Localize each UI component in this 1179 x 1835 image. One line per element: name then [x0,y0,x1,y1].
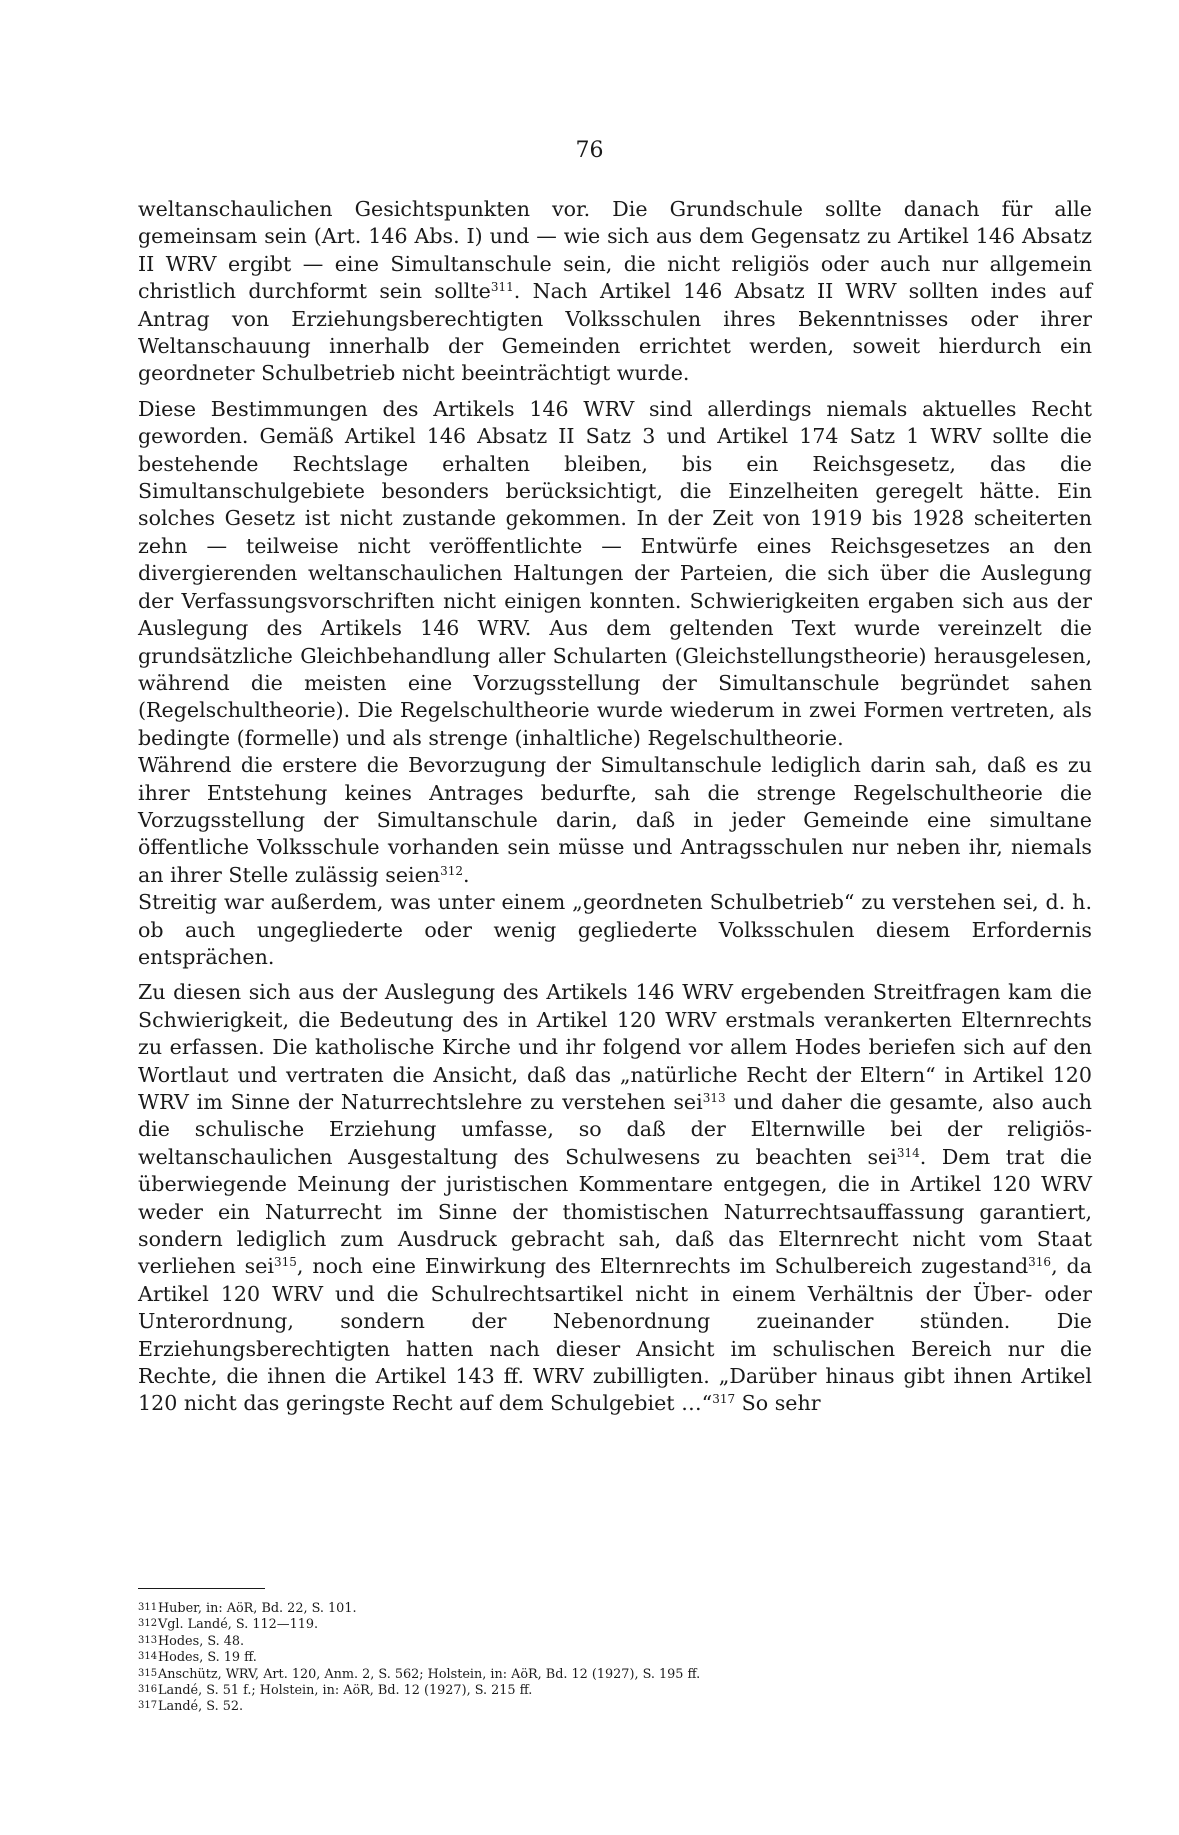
footnote-reference: 315 [274,1255,297,1270]
footnote [138,1666,1038,1682]
footnote-reference: 312 [440,863,463,878]
footnote [138,1682,1038,1698]
paragraph-text: Zu diesen sich aus der Auslegung des Artikels 146 WRV ergebenden Streitfragen kam die Schwierigkeit, die Bedeutung des in Artikel 120 WRV erstmals verankerten Elternrechts zu erfassen. Die katholische Kirche und ihr folgend vor allem Hodes beriefen sich auf den Wortlaut und vertraten die Ansicht, daß das „natürliche Recht der Eltern“ in Artikel 120 WRV im Sinne der Naturrechtslehre zu verstehen sei [138,980,1092,1114]
paragraph-text: , da Artikel 120 WRV und die Schulrechtsartikel nicht in einem Verhältnis der Über- oder Unterordnung, sondern der Nebenordnung zueinander stünden. Die Erziehungsberechtigten hatten nach dieser Ansicht im schulischen Bereich nur die Rechte, die ihnen die Artikel 143 ff. WRV zubilligten. „Darüber hinaus gibt ihnen Artikel 120 nicht das geringste Recht auf dem Schulgebiet …“ [138,1254,1092,1416]
footnotes [138,1600,1038,1715]
footnote-reference: 317 [712,1392,736,1407]
footnote-text: Anschütz, WRV, Art. 120, Anm. 2, S. 562; Holstein, in: AöR, Bd. 12 (1927), S. 195 ff. [158,1666,701,1682]
paragraph-text: und daher die gesamte, also auch die schulische Erziehung umfasse, so daß der Elternwille bei der religiös-weltanschaulichen Ausgestaltung des Schulwesens zu beachten sei [138,1090,1092,1169]
footnote-reference: 313 [702,1091,726,1105]
footnote-number: 314 [138,1651,158,1663]
footnote [138,1600,1038,1616]
footnote-divider [138,1588,265,1589]
footnote-reference: 311 [490,280,514,295]
footnote [138,1616,1038,1632]
footnote-text: Landé, S. 51 f.; Holstein, in: AöR, Bd. 12 (1927), S. 215 ff. [158,1683,533,1699]
paragraph-text: . Dem trat die überwiegende Meinung der juristischen Kommentare entgegen, die in Artikel 120 WRV weder ein Naturrecht im Sinne der thomistischen Naturrechtsauffassung garantiert, sondern lediglich zum Ausdruck gebracht sah, daß das Elternrecht nicht vom Staat verliehen sei [138,1144,1093,1279]
footnote [138,1698,1038,1714]
footnote [138,1633,1038,1649]
footnote-reference: 316 [1028,1255,1052,1270]
footnote-number: 313 [138,1634,158,1646]
footnote-reference: 314 [896,1145,920,1160]
paragraph-text: . Nach Artikel 146 Absatz II WRV sollten indes auf Antrag von Erziehungsberechtigten Volksschulen ihres Bekenntnisses oder ihrer Weltanschauung innerhalb der Gemeinden errichtet werden, soweit hierdurch ein geordneter Schulbetrieb nicht beeinträchtigt wurde. [138,279,1092,386]
paragraph-text: Streitig war außerdem, was unter einem „geordneten Schulbetrieb“ zu verstehen sei, d. h. ob auch ungegliederte oder wenig gegliederte Volksschulen diesem Erfordernis entsprächen. [138,890,1092,969]
footnote-number: 311 [138,1602,158,1613]
paragraph [138,752,1092,889]
footnote-text: Huber, in: AöR, Bd. 22, S. 101. [158,1601,357,1616]
footnote-number: 316 [138,1684,158,1696]
paragraph [138,196,1092,388]
paragraph [138,396,1092,752]
footnote-number: 315 [138,1667,158,1679]
paragraph-text: Diese Bestimmungen des Artikels 146 WRV sind allerdings niemals aktuelles Recht geworden. Gemäß Artikel 146 Absatz II Satz 3 und Artikel 174 Satz 1 WRV sollte die bestehende Rechtslage erhalten bleiben, bis ein Reichsgesetz, das die Simultanschulgebiete besonders berücksichtigt, die Einzelheiten geregelt hätte. Ein solches Gesetz ist nicht zustande gekommen. In der Zeit von 1919 bis 1928 scheiterten zehn — teilweise nicht veröffentlichte — Entwürfe eines Reichsgesetzes an den divergierenden weltanschaulichen Haltungen der Parteien, die sich über die Auslegung der Verfassungsvorschriften nicht einigen konnten. Schwierigkeiten ergaben sich aus der Auslegung des Artikels 146 WRV. Aus dem geltenden Text wurde vereinzelt die grundsätzliche Gleichbehandlung aller Schularten (Gleichstellungstheorie) herausgelesen, während die meisten eine Vorzugsstellung der Simultanschule begründet sahen (Regelschultheorie). Die Regelschultheorie wurde wiederum in zwei Formen vertreten, als bedingte (formelle) und als strenge (inhaltliche) Regelschultheorie. [138,396,1092,750]
body-text [138,196,1092,1418]
footnote-text: Hodes, S. 19 ff. [158,1650,257,1666]
footnote-number: 312 [138,1618,158,1630]
paragraph-text: . [462,862,470,887]
page-number: 76 [575,138,604,163]
paragraph-text: weltanschaulichen Gesichtspunkten vor. Die Grundschule sollte danach für alle gemeinsam sein (Art. 146 Abs. I) und — wie sich aus dem Gegensatz zu Artikel 146 Absatz II WRV ergibt — eine Simultanschule sein, die nicht religiös oder auch nur allgemein christlich durchformt sein sollte [138,197,1092,304]
paragraph [138,889,1092,971]
footnote [138,1649,1038,1665]
paragraph-text: , noch eine Einwirkung des Elternrechts im Schulbereich zugestand [296,1254,1029,1279]
paragraph [138,979,1092,1418]
paragraph-text: So sehr [735,1391,821,1416]
footnote-text: Landé, S. 52. [158,1699,244,1715]
footnote-number: 317 [138,1700,158,1712]
footnote-text: Vgl. Landé, S. 112—119. [158,1617,319,1633]
paragraph-text: Während die erstere die Bevorzugung der Simultanschule lediglich darin sah, daß es zu ihrer Entstehung keines Antrages bedurfte, sah die strenge Regelschultheorie die Vorzugsstellung der Simultanschule darin, daß in jeder Gemeinde eine simultane öffentliche Volksschule vorhanden sein müsse und Antragsschulen nur neben ihr, niemals an ihrer Stelle zulässig seien [138,753,1092,887]
footnote-text: Hodes, S. 48. [158,1633,245,1649]
